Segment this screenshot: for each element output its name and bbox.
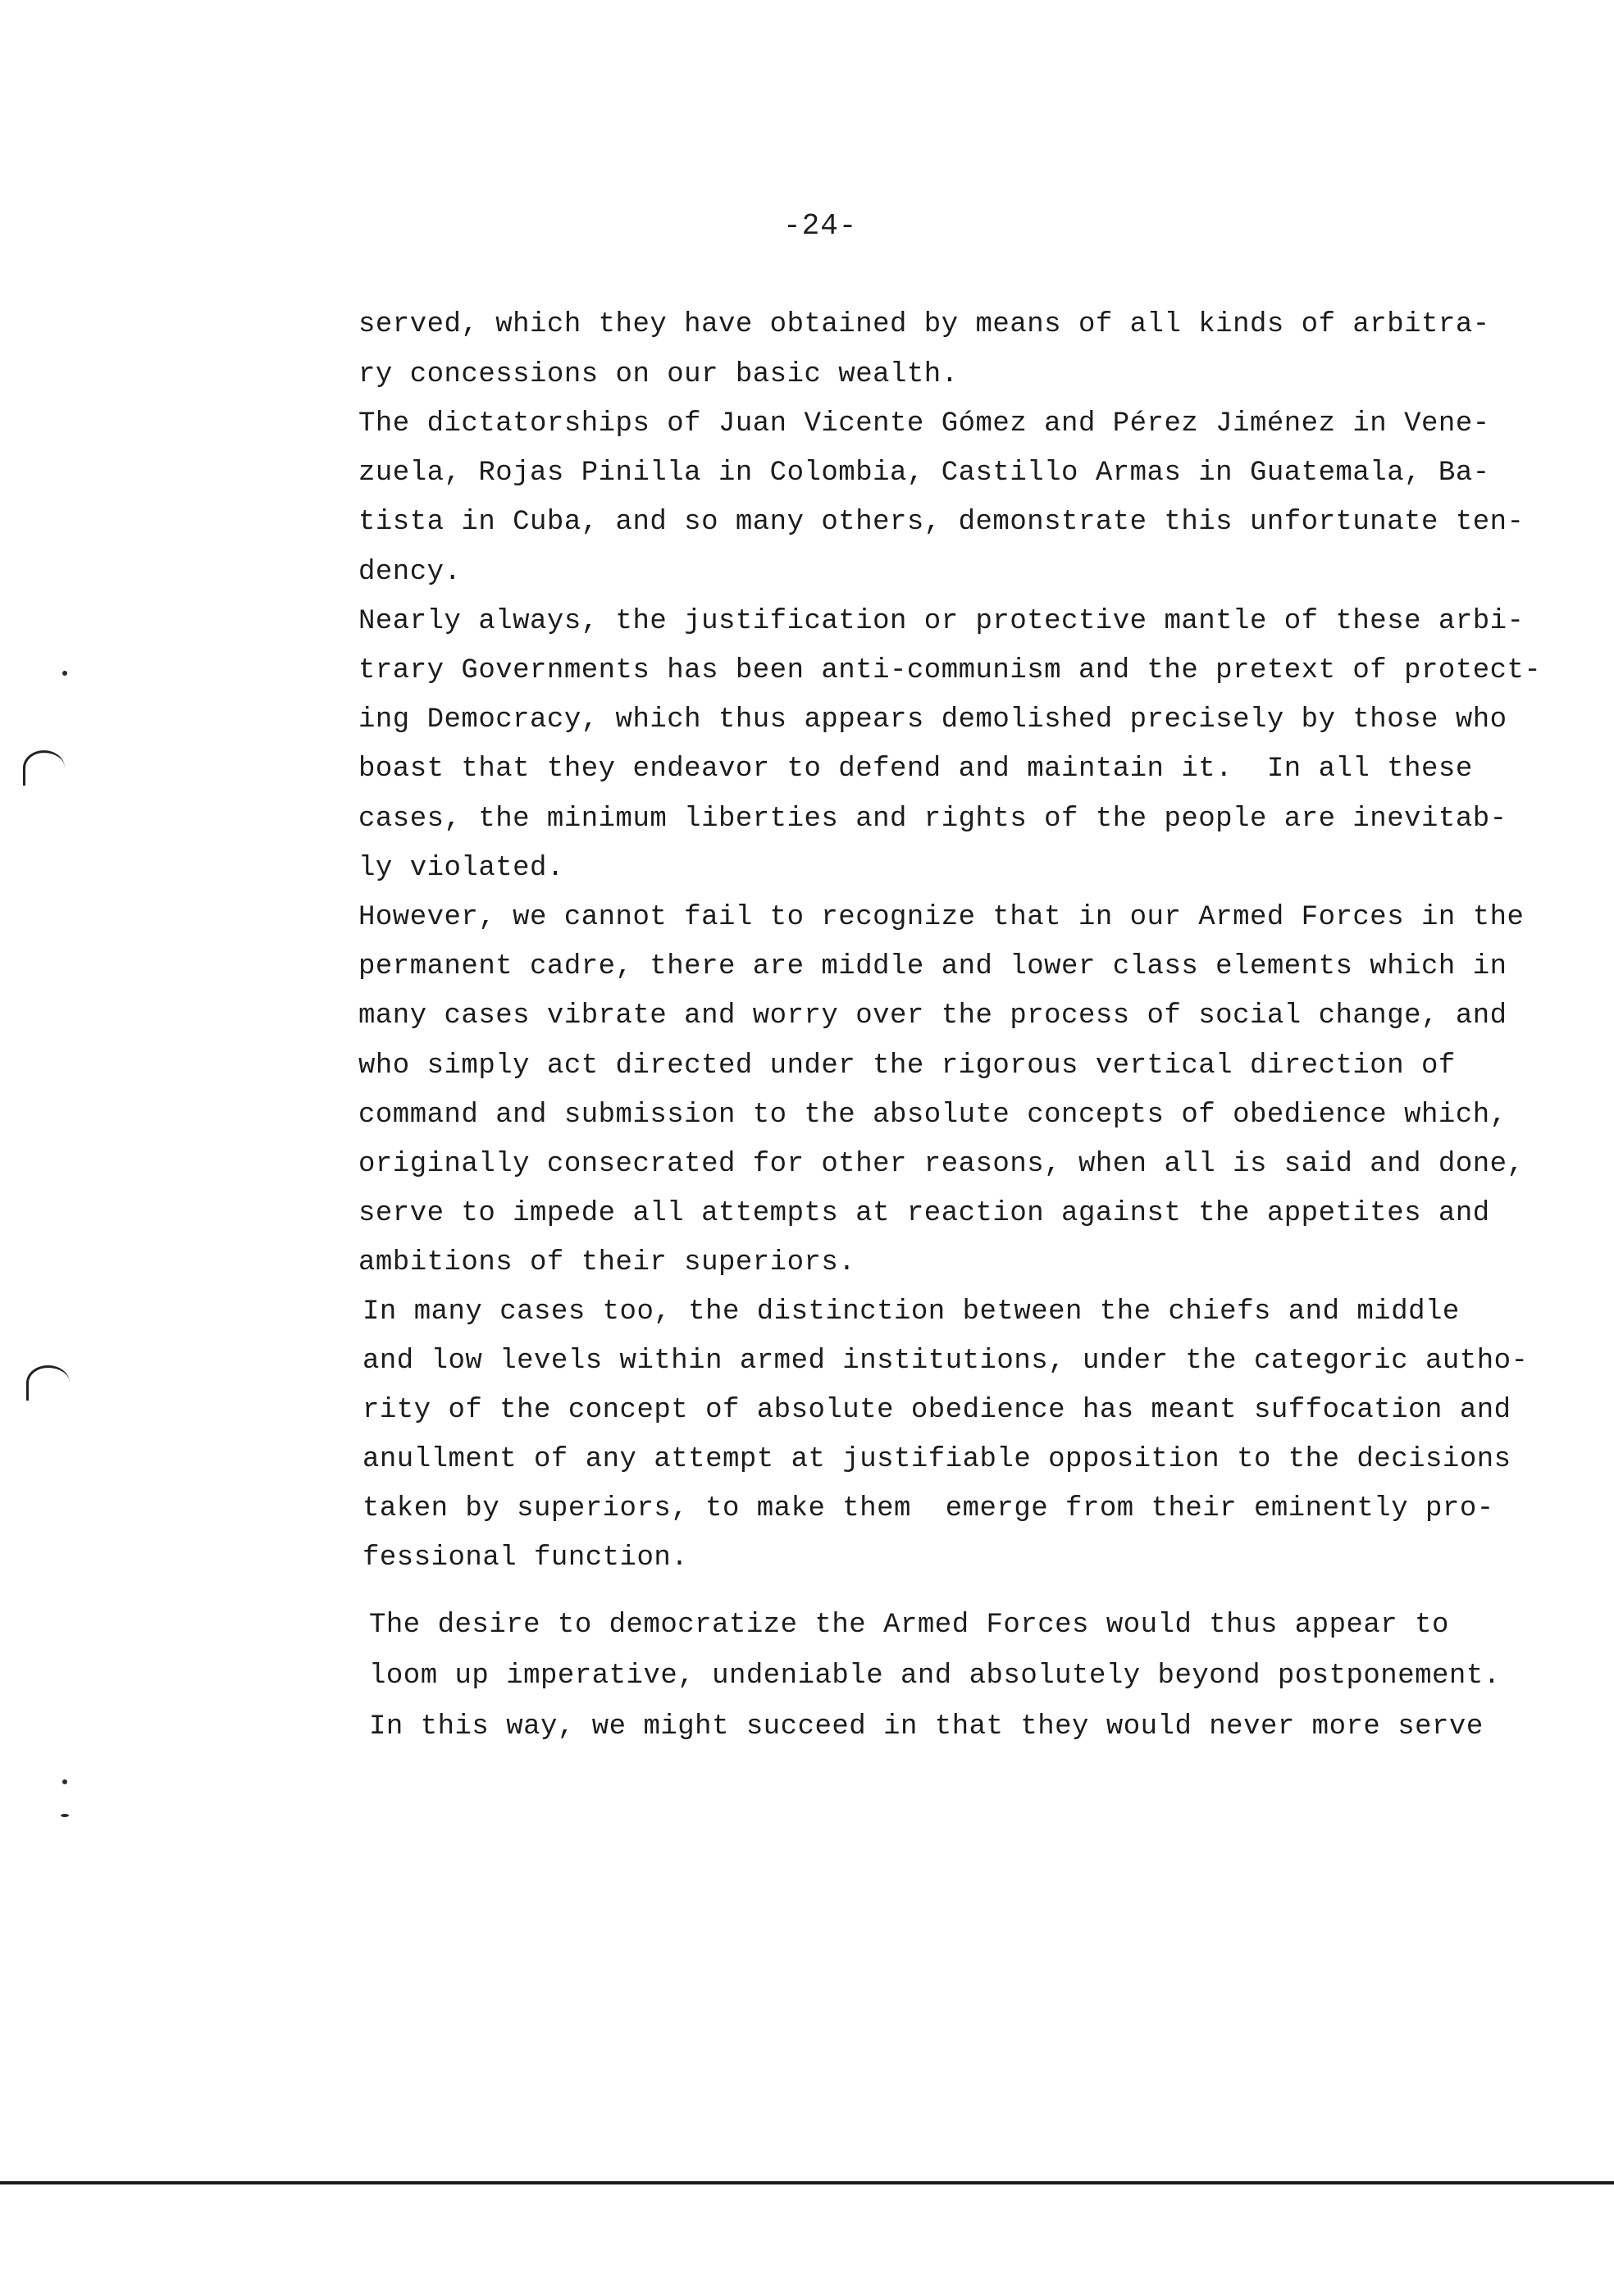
text-line: served, which they have obtained by means of all kinds of arbitra- bbox=[358, 309, 1490, 340]
text-line: dency. bbox=[358, 557, 462, 588]
scan-speck bbox=[62, 671, 67, 676]
text-line: and low levels within armed institutions, under the categoric autho- bbox=[362, 1346, 1529, 1377]
text-line: ly violated. bbox=[358, 853, 564, 884]
text-line: Nearly always, the justification or protective mantle of these arbi- bbox=[358, 606, 1525, 637]
binding-hole-mark bbox=[23, 750, 65, 786]
text-line: originally consecrated for other reasons, when all is said and done, bbox=[358, 1149, 1525, 1180]
text-line: fessional function. bbox=[362, 1542, 689, 1574]
text-line: anullment of any attempt at justifiable opposition to the decisions bbox=[362, 1444, 1511, 1475]
text-line: taken by superiors, to make them emerge from their eminently pro- bbox=[362, 1493, 1494, 1524]
text-line: many cases vibrate and worry over the process of social change, and bbox=[358, 1000, 1507, 1032]
text-line: ing Democracy, which thus appears demolished precisely by those who bbox=[358, 704, 1507, 736]
text-line: ambitions of their superiors. bbox=[358, 1247, 856, 1278]
binding-hole-mark bbox=[26, 1365, 70, 1401]
text-line: cases, the minimum liberties and rights of the people are inevitab- bbox=[358, 804, 1507, 835]
text-line: boast that they endeavor to defend and maintain it. In all these bbox=[358, 754, 1473, 785]
scan-speck bbox=[62, 1779, 67, 1784]
text-line: rity of the concept of absolute obedience has meant suffocation and bbox=[362, 1395, 1511, 1426]
text-line: who simply act directed under the rigorous vertical direction of bbox=[358, 1050, 1456, 1082]
text-line: The desire to democratize the Armed Forces would thus appear to bbox=[369, 1610, 1449, 1641]
text-line: The dictatorships of Juan Vicente Gómez and Pérez Jiménez in Vene- bbox=[358, 408, 1490, 440]
bottom-rule bbox=[0, 2181, 1614, 2184]
text-line: serve to impede all attempts at reaction against the appetites and bbox=[358, 1198, 1490, 1229]
text-line: loom up imperative, undeniable and absolutely beyond postponement. bbox=[369, 1660, 1501, 1692]
text-line: However, we cannot fail to recognize that in our Armed Forces in the bbox=[358, 902, 1525, 933]
page-number: -24- bbox=[783, 209, 858, 243]
scan-speck bbox=[61, 1814, 69, 1817]
text-line: In this way, we might succeed in that they would never more serve bbox=[369, 1711, 1484, 1742]
text-line: zuela, Rojas Pinilla in Colombia, Castillo Armas in Guatemala, Ba- bbox=[358, 458, 1490, 489]
text-line: permanent cadre, there are middle and lower class elements which in bbox=[358, 951, 1507, 982]
text-line: ry concessions on our basic wealth. bbox=[358, 359, 959, 390]
text-line: trary Governments has been anti-communism and the pretext of protect- bbox=[358, 655, 1542, 686]
text-line: tista in Cuba, and so many others, demonstrate this unfortunate ten- bbox=[358, 507, 1525, 538]
text-line: command and submission to the absolute concepts of obedience which, bbox=[358, 1100, 1507, 1131]
text-line: In many cases too, the distinction between the chiefs and middle bbox=[362, 1296, 1460, 1328]
